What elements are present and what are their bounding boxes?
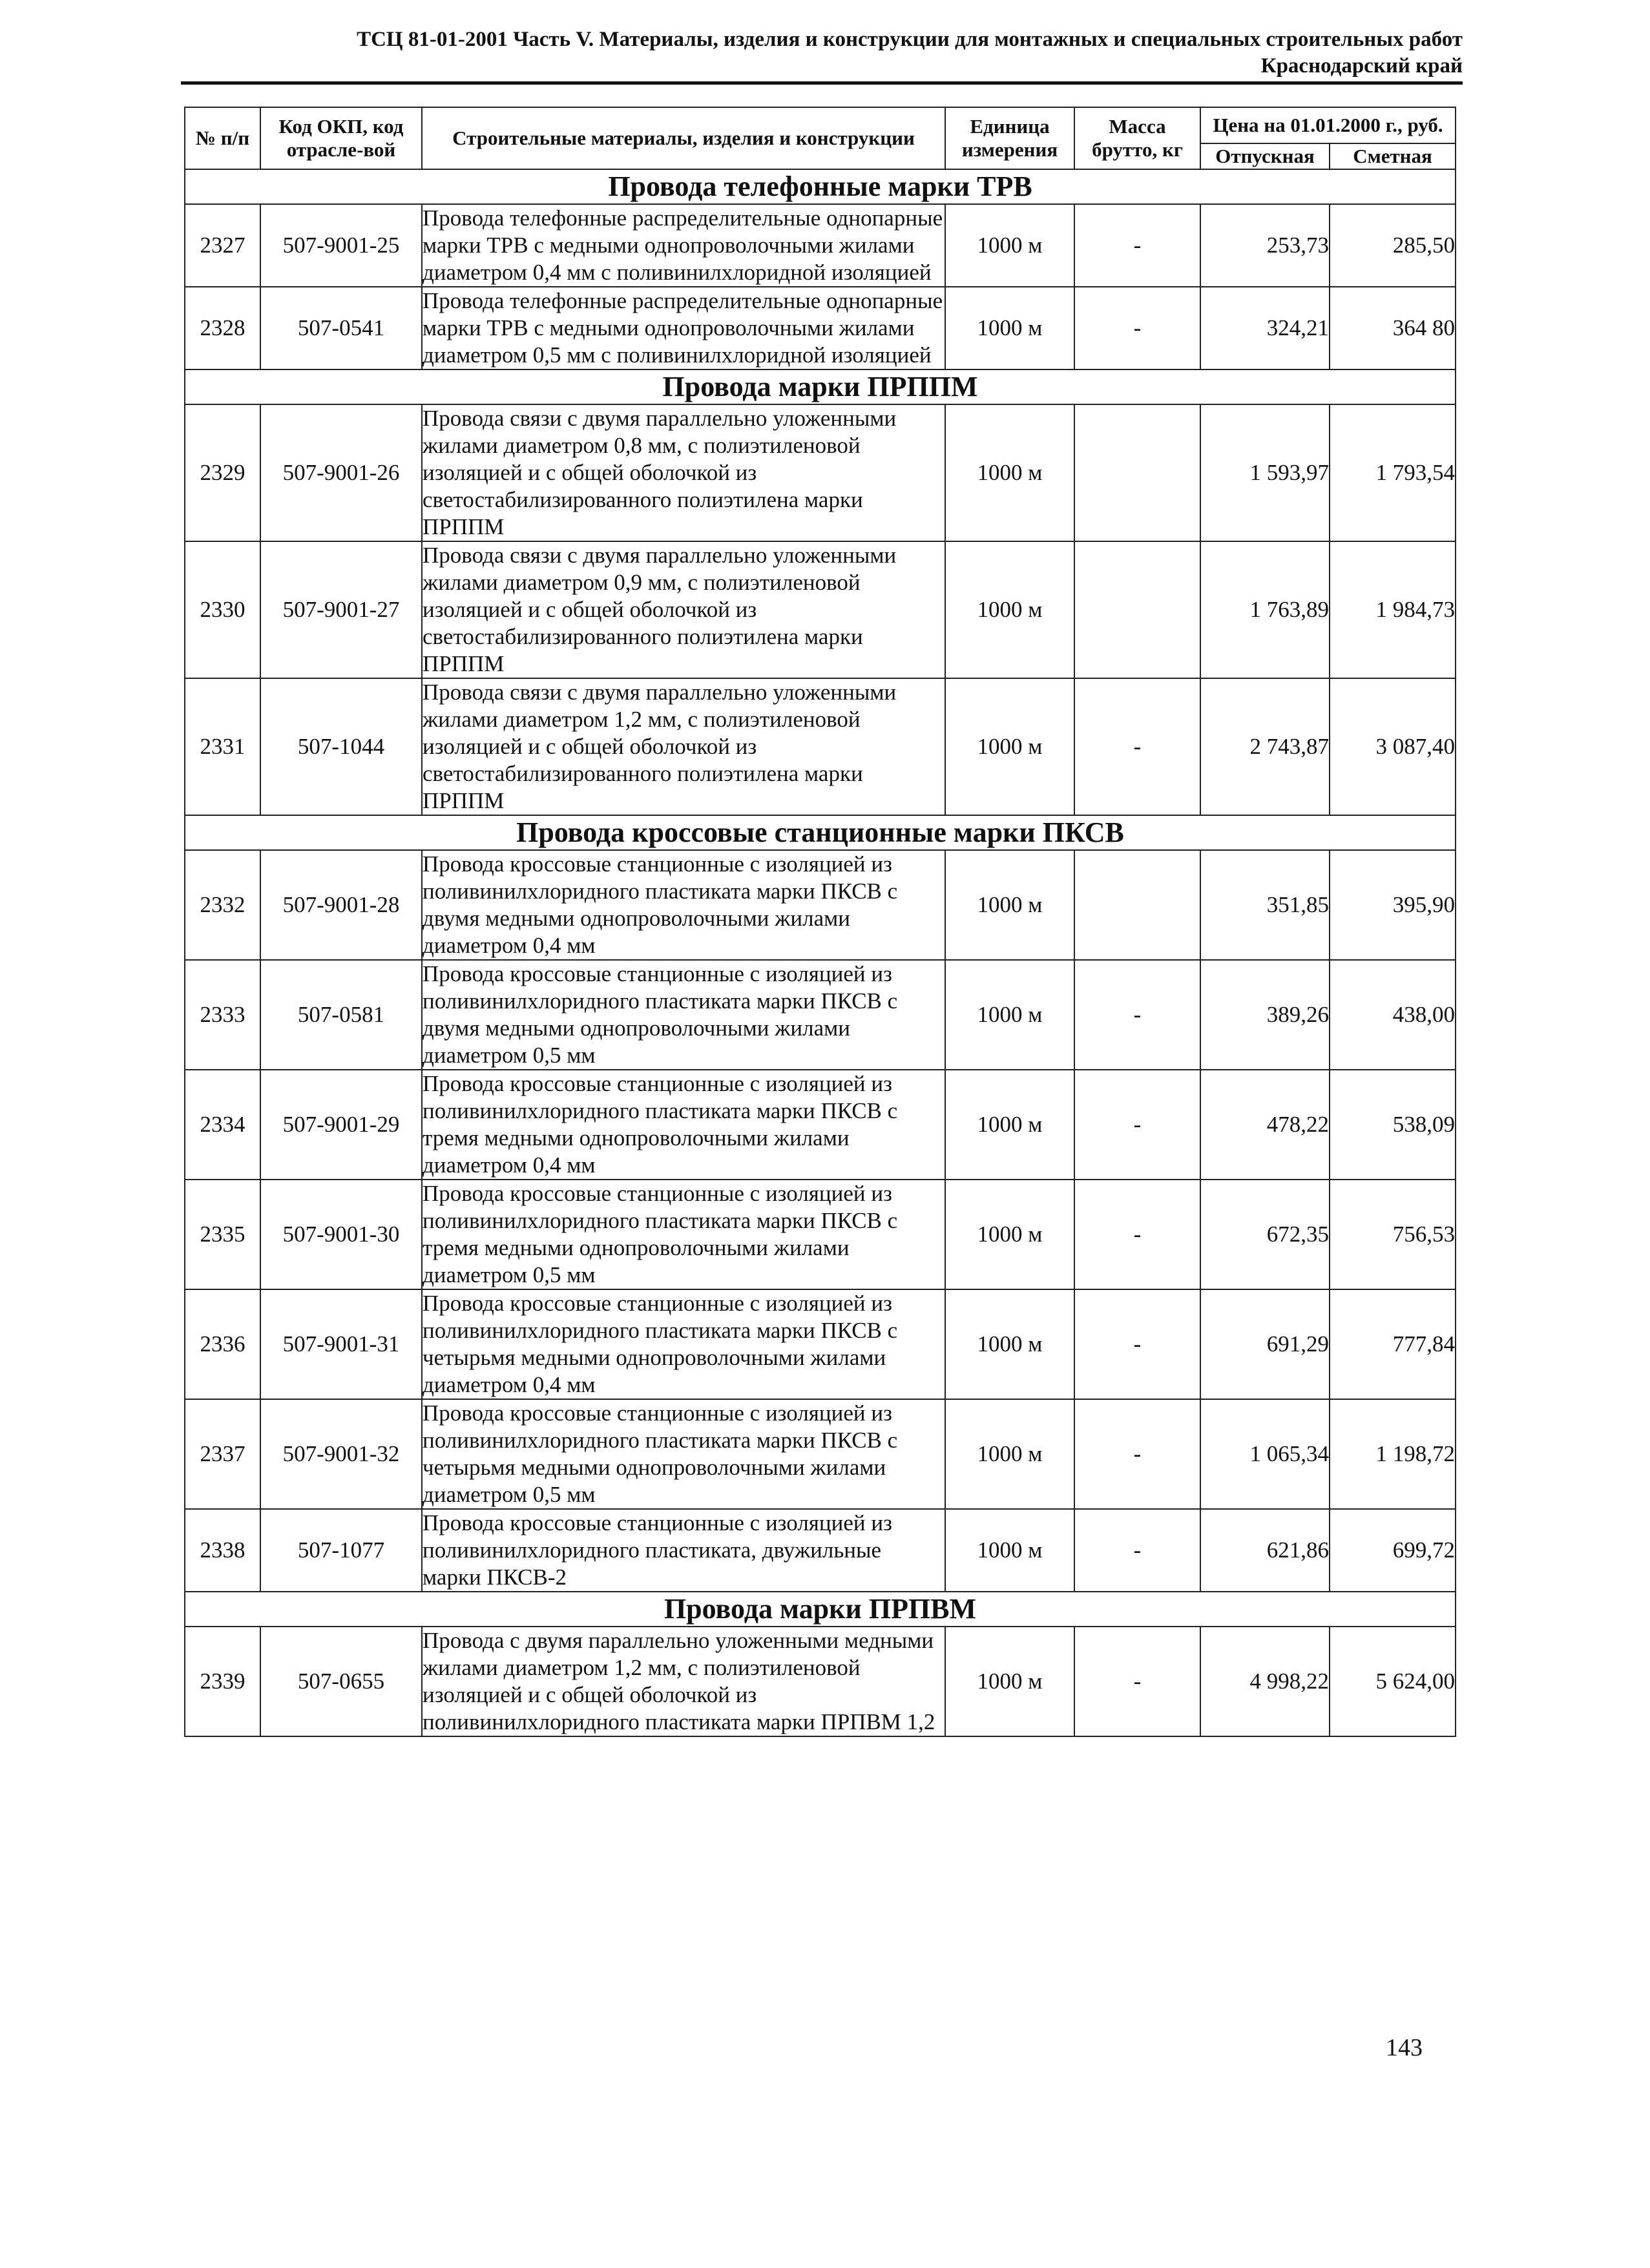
table-row [185, 678, 1456, 815]
release-price: 621,86 [1200, 1509, 1330, 1592]
estimate-price: 538,09 [1330, 1070, 1456, 1180]
release-price: 2 743,87 [1200, 678, 1330, 815]
page-header [181, 26, 1463, 85]
table-row [185, 404, 1456, 541]
okp-code: 507-9001-29 [260, 1070, 422, 1180]
unit-of-measure: 1000 м [945, 1509, 1074, 1592]
unit-of-measure: 1000 м [945, 1627, 1074, 1736]
okp-code: 507-9001-32 [260, 1399, 422, 1509]
material-description: Провода связи с двумя параллельно уложенными жилами диаметром 1,2 мм, с полиэтиленовой изоляцией и с общей оболочкой из светостабилизированного полиэтилена марки ПРППМ [422, 678, 945, 815]
section-row [185, 169, 1456, 204]
section-row [185, 815, 1456, 850]
unit-of-measure: 1000 м [945, 287, 1074, 369]
material-description: Провода связи с двумя параллельно уложенными жилами диаметром 0,9 мм, с полиэтиленовой изоляцией и с общей оболочкой из светостабилизированного полиэтилена марки ПРППМ [422, 541, 945, 678]
material-description: Провода кроссовые станционные с изоляцией из поливинилхлоридного пластиката марки ПКСВ с тремя медными однопроволочными жилами диаметром 0,5 мм [422, 1180, 945, 1289]
col-release-price: Отпускная [1200, 143, 1330, 169]
release-price: 351,85 [1200, 850, 1330, 960]
unit-of-measure: 1000 м [945, 204, 1074, 287]
col-mass: Масса брутто, кг [1074, 107, 1200, 169]
materials-table [184, 107, 1456, 1737]
estimate-price: 1 198,72 [1330, 1399, 1456, 1509]
release-price: 672,35 [1200, 1180, 1330, 1289]
estimate-price: 364 80 [1330, 287, 1456, 369]
row-number: 2335 [185, 1180, 260, 1289]
estimate-price: 395,90 [1330, 850, 1456, 960]
table-row [185, 1399, 1456, 1509]
col-code: Код ОКП, код отрасле-вой [260, 107, 422, 169]
gross-mass: - [1074, 1180, 1200, 1289]
estimate-price: 756,53 [1330, 1180, 1456, 1289]
okp-code: 507-0541 [260, 287, 422, 369]
material-description: Провода кроссовые станционные с изоляцией из поливинилхлоридного пластиката марки ПКСВ с четырьмя медными однопроволочными жилами диаметром 0,4 мм [422, 1289, 945, 1399]
estimate-price: 438,00 [1330, 960, 1456, 1070]
unit-of-measure: 1000 м [945, 404, 1074, 541]
col-num: № п/п [185, 107, 260, 169]
okp-code: 507-0581 [260, 960, 422, 1070]
section-row [185, 1592, 1456, 1627]
col-price: Цена на 01.01.2000 г., руб. [1200, 107, 1456, 143]
material-description: Провода телефонные распределительные однопарные марки ТРВ с медными однопроволочными жилами диаметром 0,4 мм с поливинилхлоридной изоляцией [422, 204, 945, 287]
table-row [185, 1180, 1456, 1289]
material-description: Провода телефонные распределительные однопарные марки ТРВ с медными однопроволочными жилами диаметром 0,5 мм с поливинилхлоридной изоляцией [422, 287, 945, 369]
gross-mass: - [1074, 678, 1200, 815]
table-row [185, 287, 1456, 369]
okp-code: 507-1044 [260, 678, 422, 815]
gross-mass: - [1074, 1399, 1200, 1509]
gross-mass: - [1074, 1289, 1200, 1399]
okp-code: 507-9001-28 [260, 850, 422, 960]
release-price: 1 065,34 [1200, 1399, 1330, 1509]
row-number: 2338 [185, 1509, 260, 1592]
release-price: 389,26 [1200, 960, 1330, 1070]
row-number: 2328 [185, 287, 260, 369]
gross-mass: - [1074, 1627, 1200, 1736]
header-region: Краснодарский край [1260, 54, 1463, 78]
gross-mass [1074, 541, 1200, 678]
table-row [185, 1509, 1456, 1592]
gross-mass [1074, 404, 1200, 541]
gross-mass: - [1074, 287, 1200, 369]
release-price: 478,22 [1200, 1070, 1330, 1180]
okp-code: 507-9001-26 [260, 404, 422, 541]
col-estimate-price: Сметная [1330, 143, 1456, 169]
row-number: 2330 [185, 541, 260, 678]
gross-mass: - [1074, 1509, 1200, 1592]
okp-code: 507-0655 [260, 1627, 422, 1736]
material-description: Провода кроссовые станционные с изоляцией из поливинилхлоридного пластиката, двужильные марки ПКСВ-2 [422, 1509, 945, 1592]
unit-of-measure: 1000 м [945, 1289, 1074, 1399]
okp-code: 507-9001-25 [260, 204, 422, 287]
gross-mass: - [1074, 204, 1200, 287]
table-row [185, 541, 1456, 678]
release-price: 691,29 [1200, 1289, 1330, 1399]
estimate-price: 777,84 [1330, 1289, 1456, 1399]
unit-of-measure: 1000 м [945, 541, 1074, 678]
okp-code: 507-9001-31 [260, 1289, 422, 1399]
section-title: Провода марки ПРПВМ [185, 1592, 1456, 1627]
estimate-price: 1 793,54 [1330, 404, 1456, 541]
material-description: Провода связи с двумя параллельно уложенными жилами диаметром 0,8 мм, с полиэтиленовой изоляцией и с общей оболочкой из светостабилизированного полиэтилена марки ПРППМ [422, 404, 945, 541]
release-price: 1 593,97 [1200, 404, 1330, 541]
col-name: Строительные материалы, изделия и конструкции [422, 107, 945, 169]
material-description: Провода кроссовые станционные с изоляцией из поливинилхлоридного пластиката марки ПКСВ с тремя медными однопроволочными жилами диаметром 0,4 мм [422, 1070, 945, 1180]
section-title: Провода телефонные марки ТРВ [185, 169, 1456, 204]
estimate-price: 1 984,73 [1330, 541, 1456, 678]
material-description: Провода с двумя параллельно уложенными медными жилами диаметром 1,2 мм, с полиэтиленовой изоляцией и с общей оболочкой из поливинилхлоридного пластиката марки ПРПВМ 1,2 [422, 1627, 945, 1736]
row-number: 2327 [185, 204, 260, 287]
estimate-price: 5 624,00 [1330, 1627, 1456, 1736]
section-title: Провода кроссовые станционные марки ПКСВ [185, 815, 1456, 850]
estimate-price: 285,50 [1330, 204, 1456, 287]
material-description: Провода кроссовые станционные с изоляцией из поливинилхлоридного пластиката марки ПКСВ с двумя медными однопроволочными жилами диаметром 0,5 мм [422, 960, 945, 1070]
section-row [185, 369, 1456, 404]
unit-of-measure: 1000 м [945, 850, 1074, 960]
table-row [185, 1627, 1456, 1736]
unit-of-measure: 1000 м [945, 960, 1074, 1070]
okp-code: 507-9001-27 [260, 541, 422, 678]
material-description: Провода кроссовые станционные с изоляцией из поливинилхлоридного пластиката марки ПКСВ с четырьмя медными однопроволочными жилами диаметром 0,5 мм [422, 1399, 945, 1509]
release-price: 4 998,22 [1200, 1627, 1330, 1736]
unit-of-measure: 1000 м [945, 1180, 1074, 1289]
table-row [185, 960, 1456, 1070]
estimate-price: 699,72 [1330, 1509, 1456, 1592]
row-number: 2333 [185, 960, 260, 1070]
estimate-price: 3 087,40 [1330, 678, 1456, 815]
header-title: ТСЦ 81-01-2001 Часть V. Материалы, изделия и конструкции для монтажных и специальных строительных работ [357, 28, 1463, 51]
page-number: 143 [1386, 2034, 1423, 2061]
row-number: 2334 [185, 1070, 260, 1180]
material-description: Провода кроссовые станционные с изоляцией из поливинилхлоридного пластиката марки ПКСВ с двумя медными однопроволочными жилами диаметром 0,4 мм [422, 850, 945, 960]
unit-of-measure: 1000 м [945, 678, 1074, 815]
gross-mass: - [1074, 1070, 1200, 1180]
release-price: 253,73 [1200, 204, 1330, 287]
row-number: 2337 [185, 1399, 260, 1509]
table-row [185, 204, 1456, 287]
unit-of-measure: 1000 м [945, 1070, 1074, 1180]
okp-code: 507-1077 [260, 1509, 422, 1592]
header-rule [181, 81, 1463, 85]
table-row [185, 850, 1456, 960]
table-row [185, 1070, 1456, 1180]
gross-mass: - [1074, 960, 1200, 1070]
row-number: 2336 [185, 1289, 260, 1399]
release-price: 1 763,89 [1200, 541, 1330, 678]
row-number: 2332 [185, 850, 260, 960]
release-price: 324,21 [1200, 287, 1330, 369]
gross-mass [1074, 850, 1200, 960]
unit-of-measure: 1000 м [945, 1399, 1074, 1509]
row-number: 2339 [185, 1627, 260, 1736]
col-unit: Единица измерения [945, 107, 1074, 169]
row-number: 2331 [185, 678, 260, 815]
row-number: 2329 [185, 404, 260, 541]
section-title: Провода марки ПРППМ [185, 369, 1456, 404]
okp-code: 507-9001-30 [260, 1180, 422, 1289]
table-row [185, 1289, 1456, 1399]
